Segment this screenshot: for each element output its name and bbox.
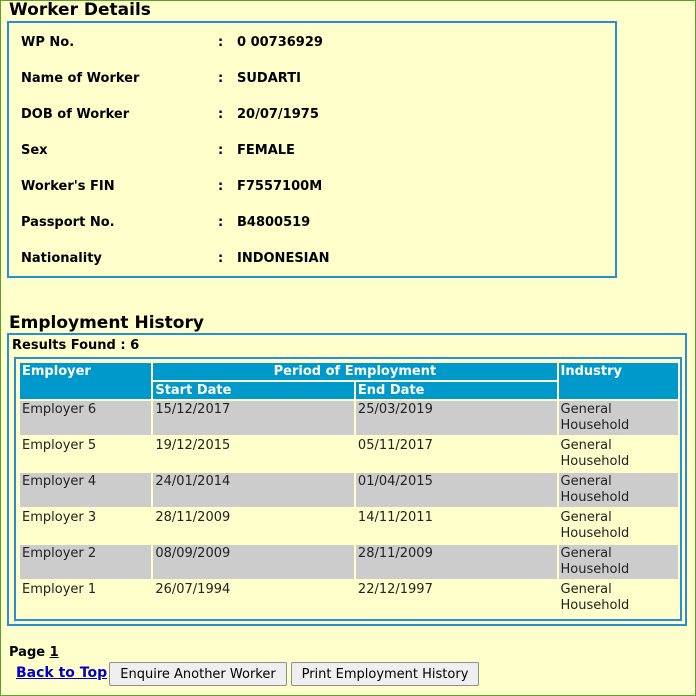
industry-header: Industry bbox=[559, 363, 678, 399]
employer-cell: Employer 5 bbox=[20, 437, 151, 471]
industry-cell bbox=[559, 545, 678, 579]
start-date-cell: 24/01/2014 bbox=[153, 473, 354, 507]
industry-line: Household bbox=[560, 490, 630, 505]
industry-cell bbox=[559, 473, 678, 507]
print-employment-history-button[interactable]: Print Employment History bbox=[291, 662, 479, 686]
period-header: Period of Employment bbox=[153, 363, 556, 380]
separator: : bbox=[218, 107, 224, 122]
separator: : bbox=[218, 251, 224, 266]
employment-history-table bbox=[18, 361, 680, 617]
separator: : bbox=[218, 35, 224, 50]
separator: : bbox=[218, 215, 224, 230]
results-count: Results Found : 6 bbox=[12, 338, 140, 353]
end-date-cell: 14/11/2011 bbox=[356, 509, 557, 543]
industry-line: General bbox=[560, 546, 612, 561]
fin-value: F7557100M bbox=[237, 179, 323, 194]
sex-label: Sex bbox=[21, 143, 48, 158]
end-date-cell: 22/12/1997 bbox=[356, 581, 557, 615]
employer-cell: Employer 4 bbox=[20, 473, 151, 507]
industry-line: General bbox=[560, 510, 612, 525]
history-table-wrapper bbox=[14, 357, 682, 621]
industry-line: Household bbox=[560, 562, 630, 577]
industry-line: General bbox=[560, 438, 612, 453]
page-link-1[interactable]: 1 bbox=[49, 645, 59, 660]
dob-value: 20/07/1975 bbox=[237, 107, 319, 122]
start-date-cell: 15/12/2017 bbox=[153, 401, 354, 435]
end-date-cell: 28/11/2009 bbox=[356, 545, 557, 579]
nationality-value: INDONESIAN bbox=[237, 251, 330, 266]
end-date-cell: 05/11/2017 bbox=[356, 437, 557, 471]
employment-history-title: Employment History bbox=[9, 313, 204, 333]
industry-cell bbox=[559, 509, 678, 543]
separator: : bbox=[218, 71, 224, 86]
table-row bbox=[20, 509, 678, 543]
employer-cell: Employer 2 bbox=[20, 545, 151, 579]
employer-header: Employer bbox=[20, 363, 151, 399]
worker-details-title: Worker Details bbox=[9, 0, 151, 20]
industry-line: Household bbox=[560, 526, 630, 541]
end-date-header: End Date bbox=[356, 382, 557, 399]
wp-no-label: WP No. bbox=[21, 35, 75, 50]
separator: : bbox=[218, 143, 224, 158]
separator: : bbox=[218, 179, 224, 194]
name-label: Name of Worker bbox=[21, 71, 140, 86]
end-date-cell: 01/04/2015 bbox=[356, 473, 557, 507]
pagination bbox=[9, 645, 59, 660]
back-to-top-link[interactable]: Back to Top bbox=[16, 665, 108, 681]
industry-cell bbox=[559, 401, 678, 435]
industry-line: Household bbox=[560, 454, 630, 469]
table-row bbox=[20, 401, 678, 435]
employer-cell: Employer 6 bbox=[20, 401, 151, 435]
industry-cell bbox=[559, 581, 678, 615]
end-date-cell: 25/03/2019 bbox=[356, 401, 557, 435]
enquire-another-worker-button[interactable]: Enquire Another Worker bbox=[109, 662, 287, 686]
employer-cell: Employer 1 bbox=[20, 581, 151, 615]
start-date-header: Start Date bbox=[153, 382, 354, 399]
industry-cell bbox=[559, 437, 678, 471]
industry-line: General bbox=[560, 474, 612, 489]
page-label: Page bbox=[9, 645, 46, 660]
table-row bbox=[20, 581, 678, 615]
start-date-cell: 28/11/2009 bbox=[153, 509, 354, 543]
sex-value: FEMALE bbox=[237, 143, 295, 158]
industry-line: Household bbox=[560, 598, 630, 613]
start-date-cell: 26/07/1994 bbox=[153, 581, 354, 615]
fin-label: Worker's FIN bbox=[21, 179, 115, 194]
table-row bbox=[20, 473, 678, 507]
passport-value: B4800519 bbox=[237, 215, 311, 230]
dob-label: DOB of Worker bbox=[21, 107, 130, 122]
table-row bbox=[20, 437, 678, 471]
employment-history-panel bbox=[7, 333, 687, 626]
industry-line: General bbox=[560, 402, 612, 417]
name-value: SUDARTI bbox=[237, 71, 301, 86]
passport-label: Passport No. bbox=[21, 215, 115, 230]
employer-cell: Employer 3 bbox=[20, 509, 151, 543]
start-date-cell: 08/09/2009 bbox=[153, 545, 354, 579]
worker-details-panel bbox=[7, 21, 617, 278]
start-date-cell: 19/12/2015 bbox=[153, 437, 354, 471]
wp-no-value: 0 00736929 bbox=[237, 35, 323, 50]
industry-line: General bbox=[560, 582, 612, 597]
nationality-label: Nationality bbox=[21, 251, 102, 266]
table-row bbox=[20, 545, 678, 579]
industry-line: Household bbox=[560, 418, 630, 433]
